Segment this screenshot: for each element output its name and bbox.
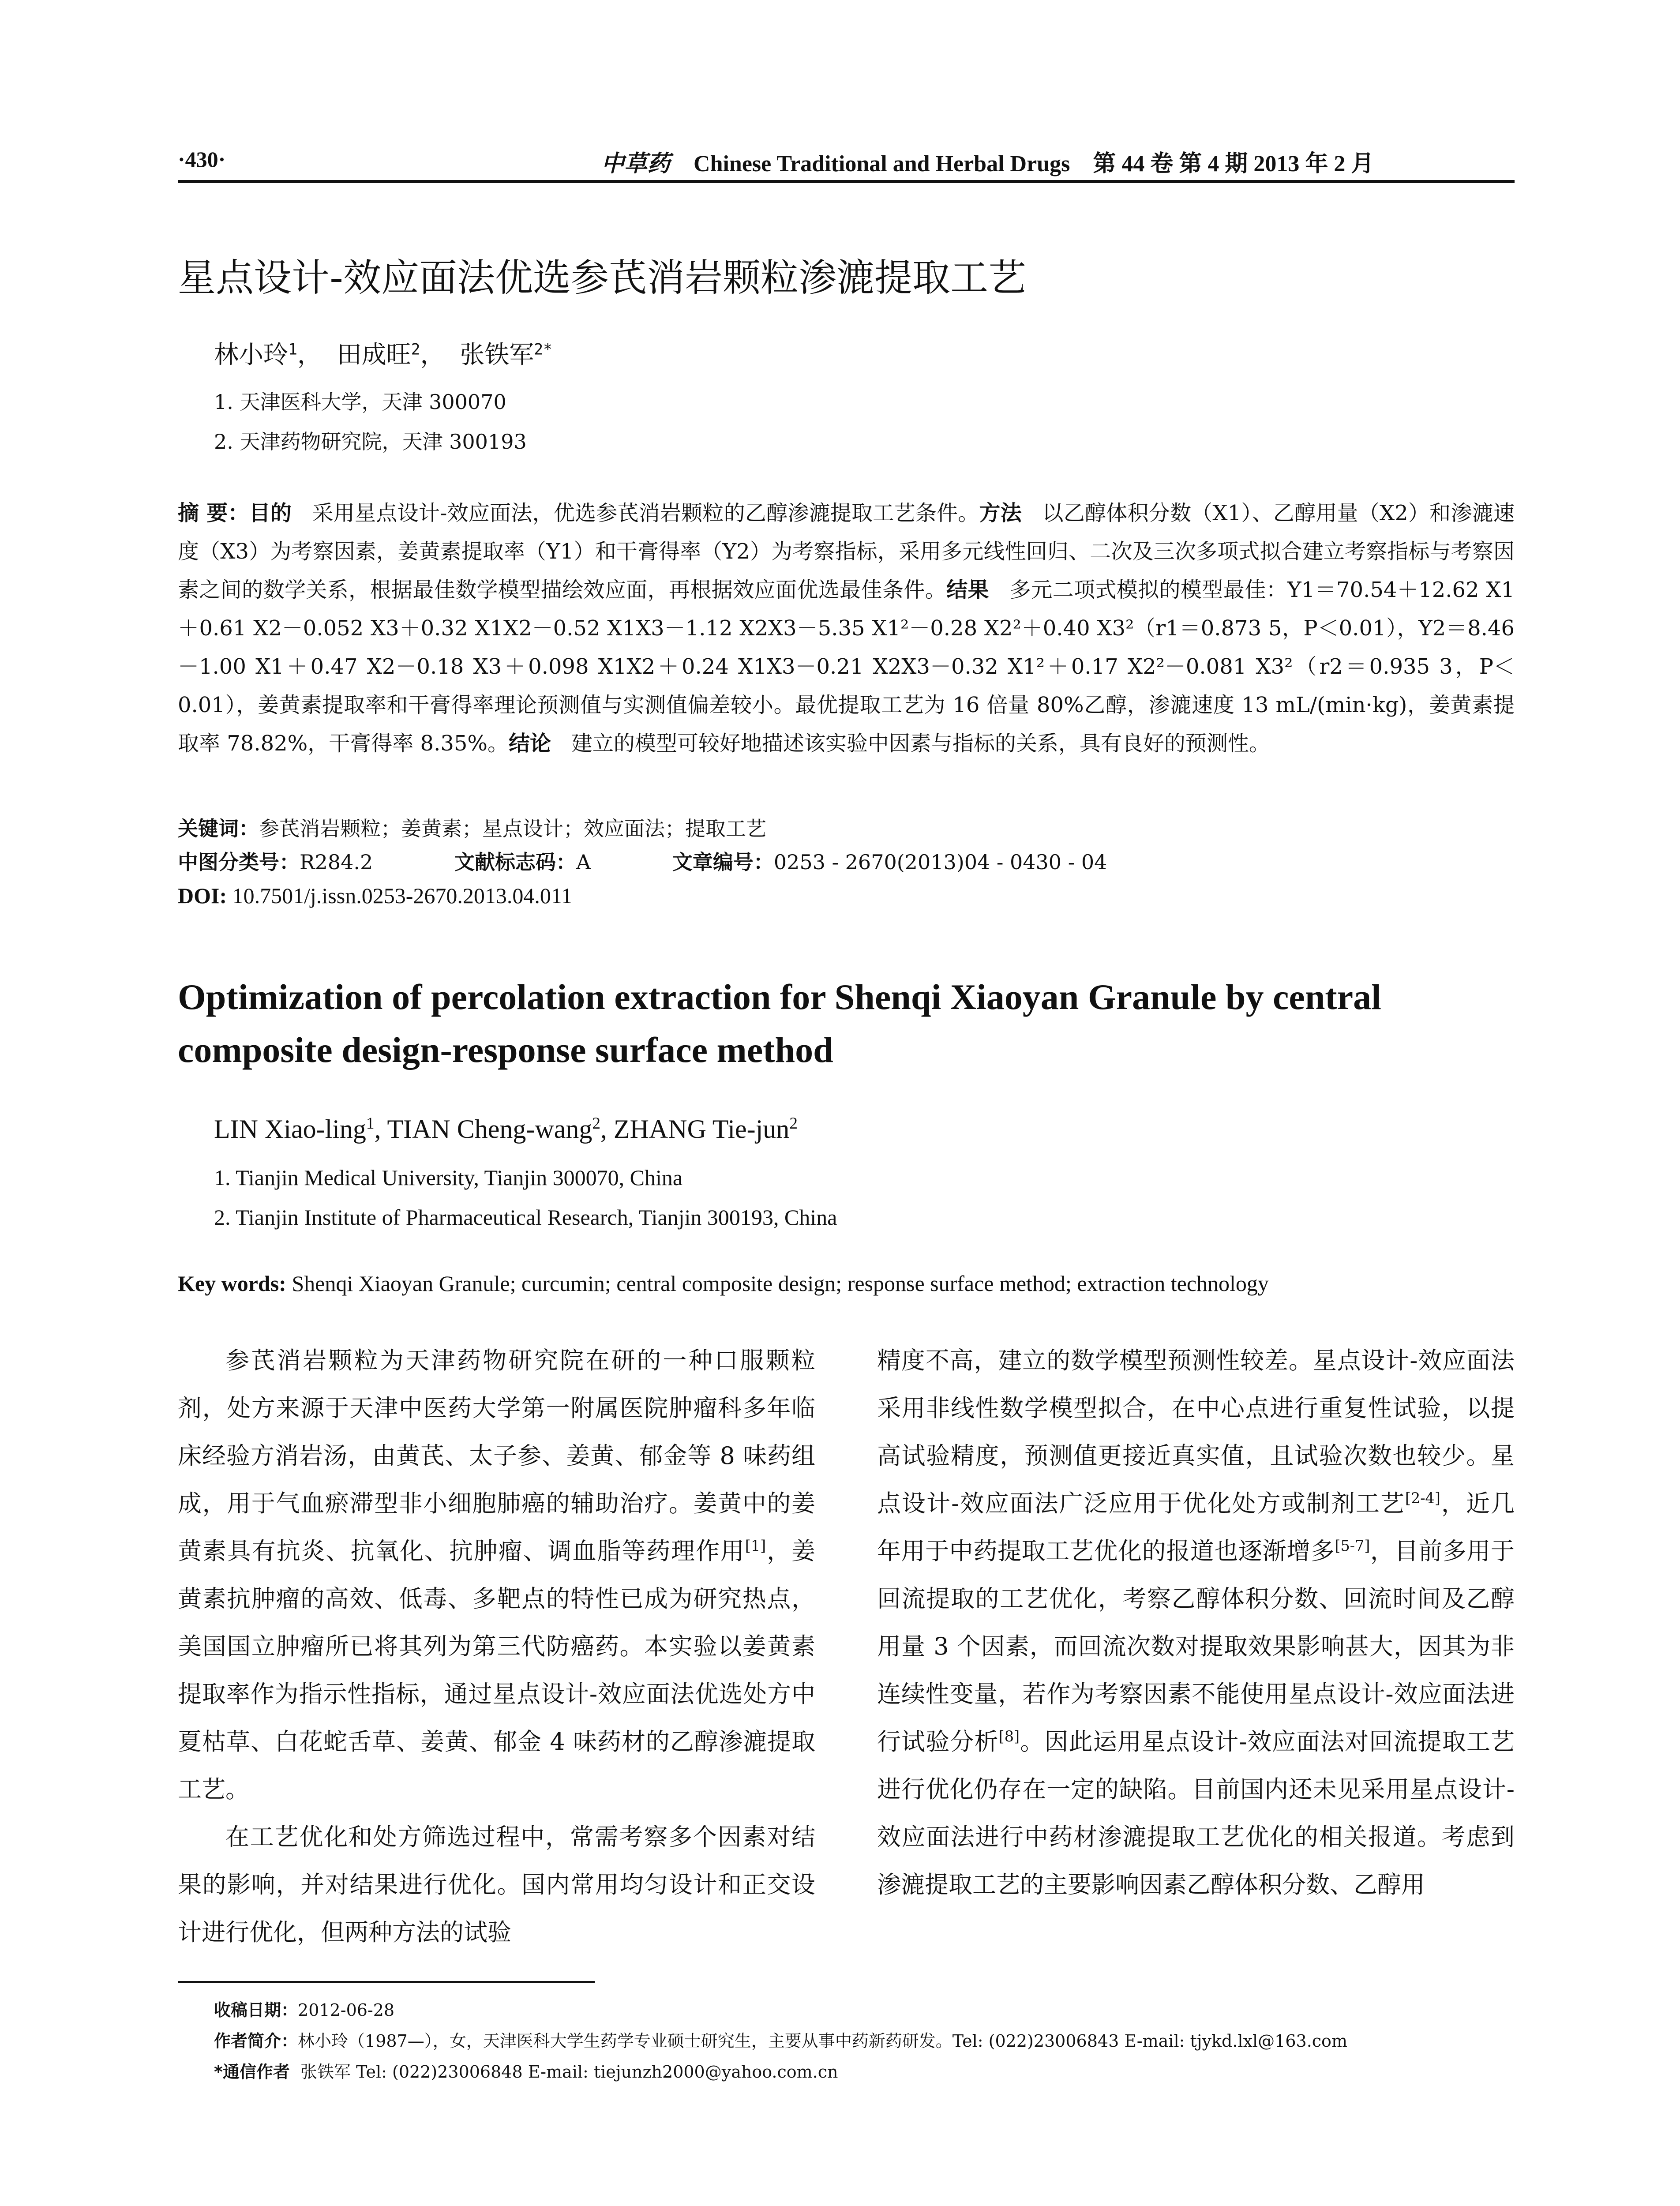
objective-label: 目的: [249, 501, 292, 525]
doi-value: 10.7501/j.issn.0253-2670.2013.04.011: [232, 883, 572, 908]
running-header: [178, 140, 1515, 183]
affiliation-cn-1: 1. 天津医科大学，天津 300070: [214, 390, 506, 414]
abstract-results: 多元二项式模拟的模型最佳：Y1＝70.54＋12.62 X1＋0.61 X2－0.052 X3＋0.32 X1X2－0.52 X1X3－1.12 X2X3－5.35 X1²－0.28 X2²＋0.40 X3²（r1＝0.873 5，P＜0.01），Y2＝8.46－1.00 X1＋0.47 X2－0.18 X3＋0.098 X1X2＋0.24 X1X3－0.21 X2X3－0.32 X1²＋0.17 X2²－0.081 X3²（r2＝0.935 3，P＜0.01），姜黄素提取率和干膏得率理论预测值与实测值偏差较小。最优提取工艺为 16 倍量 80%乙醇，渗漉速度 13 mL/(min·kg)，姜黄素提取率 78.82%，干膏得率 8.35%。: [178, 578, 1515, 756]
body-text: 参芪消岩颗粒为天津药物研究院在研的一种口服颗粒剂，处方来源于天津中医药大学第一附属医院肿瘤科多年临床经验方消岩汤，由黄芪、太子参、姜黄、郁金等 8 味药组成，用于气血瘀滞型非小细胞肺癌的辅助治疗。姜黄中的姜黄素具有抗炎、抗氧化、抗肿瘤、调血脂等药理作用: [178, 1347, 815, 1565]
page-number: ·430·: [178, 147, 226, 172]
keywords-en: [178, 1271, 1515, 1296]
body-text: ，近几年用于中药提取工艺优化的报道也逐渐增多: [877, 1489, 1515, 1565]
paper-title-cn: 星点设计-效应面法优选参芪消岩颗粒渗漉提取工艺: [178, 256, 1027, 300]
footnote-divider: [178, 1981, 595, 1983]
author-affiliation-mark: 1: [288, 341, 297, 359]
author-name: 张铁军: [460, 341, 534, 369]
footnote-label: 作者简介：: [214, 2031, 298, 2051]
author-name: ZHANG Tie-jun: [613, 1114, 790, 1144]
keywords-value: 参芪消岩颗粒；姜黄素；星点设计；效应面法；提取工艺: [259, 817, 766, 840]
abstract-label: 摘 要：: [178, 501, 249, 525]
clc-value: R284.2: [300, 850, 373, 874]
results-label: 结果: [946, 578, 989, 602]
author-affiliation-mark: 2: [789, 1114, 798, 1133]
author-list-cn: 林小玲$^1$， 田成旺$^2$， 张铁军$^{2*}$: [214, 341, 553, 369]
journal-name: [601, 145, 1374, 178]
body-text: ，目前多用于回流提取的工艺优化，考察乙醇体积分数、回流时间及乙醇用量 3 个因素，而回流次数对提取效果影响甚大，因其为非连续性变量，若作为考察因素不能使用星点设计-效应面法进行试验分析: [877, 1537, 1515, 1756]
conclusion-label: 结论: [509, 731, 551, 756]
abstract-conclusion: 建立的模型可较好地描述该实验中因素与指标的关系，具有良好的预测性。: [571, 731, 1270, 756]
doccode-value: A: [576, 850, 591, 874]
body-column-left: [178, 1337, 815, 1956]
body-column-right: [877, 1337, 1515, 1909]
journal-issue: 第 44 卷 第 4 期 2013 年 2 月: [1093, 151, 1374, 176]
footnote-text: 张铁军 Tel: (022)23006848 E-mail: tiejunzh2000@yahoo.com.cn: [300, 2062, 838, 2082]
author-name: 田成旺: [337, 341, 411, 369]
abstract-objective: 采用星点设计-效应面法，优选参芪消岩颗粒的乙醇渗漉提取工艺条件。: [312, 501, 979, 525]
journal-name-cn: 中草药: [601, 150, 671, 177]
keywords-block: [178, 812, 1515, 912]
keywords-label: 关键词：: [178, 817, 259, 840]
affiliation-en-1: 1. Tianjin Medical University, Tianjin 300070, China: [214, 1165, 683, 1190]
body-text: 。因此运用星点设计-效应面法对回流提取工艺进行优化仍存在一定的缺陷。目前国内还未见采用星点设计-效应面法进行中药材渗漉提取工艺优化的相关报道。考虑到渗漉提取工艺的主要影响因素乙醇体积分数、乙醇用: [877, 1728, 1515, 1898]
clc-label: 中图分类号：: [178, 850, 300, 874]
article-number-label: 文章编号：: [672, 850, 774, 874]
author-list-en: LIN Xiao-ling$^1$, TIAN Cheng-wang$^2$, ZHANG Tie-jun$^2$: [214, 1114, 798, 1144]
citation: [2-4]: [1405, 1489, 1440, 1507]
article-number-value: 0253 - 2670(2013)04 - 0430 - 04: [773, 850, 1107, 874]
citation: [8]: [998, 1728, 1020, 1745]
abstract-methods: 以乙醇体积分数（X1）、乙醇用量（X2）和渗漉速度（X3）为考察因素，姜黄素提取率（Y1）和干膏得率（Y2）为考察指标，采用多元线性回归、二次及三次多项式拟合建立考察指标与考察因素之间的数学关系，根据最佳数学模型描绘效应面，再根据效应面优选最佳条件。: [178, 501, 1515, 602]
methods-label: 方法: [979, 501, 1022, 525]
affiliation-cn-2: 2. 天津药物研究院，天津 300193: [214, 430, 527, 454]
body-paragraph: [877, 1337, 1515, 1909]
keywords-en-value: Shenqi Xiaoyan Granule; curcumin; central composite design; response surface method; extraction technology: [292, 1271, 1269, 1296]
footnote-received: [214, 1996, 394, 2021]
author-affiliation-mark: 2*: [534, 341, 553, 359]
author-name: TIAN Cheng-wang: [387, 1114, 592, 1144]
body-text: ，姜黄素抗肿瘤的高效、低毒、多靶点的特性已成为研究热点，美国国立肿瘤所已将其列为第三代防癌药。本实验以姜黄素提取率作为指示性指标，通过星点设计-效应面法优选处方中夏枯草、白花蛇舌草、姜黄、郁金 4 味药材的乙醇渗漉提取工艺。: [178, 1537, 816, 1803]
affiliation-en-2: 2. Tianjin Institute of Pharmaceutical Research, Tianjin 300193, China: [214, 1205, 837, 1230]
author-affiliation-mark: 2: [411, 341, 420, 359]
doccode-label: 文献标志码：: [454, 850, 576, 874]
author-affiliation-mark: 2: [592, 1114, 600, 1133]
doi-label: DOI:: [178, 883, 227, 908]
author-name: LIN Xiao-ling: [214, 1114, 366, 1144]
paper-title-en: Optimization of percolation extraction for Shenqi Xiaoyan Granule by central composite design-response surface method: [178, 977, 1381, 1070]
citation: [1]: [745, 1537, 766, 1554]
journal-name-en: Chinese Traditional and Herbal Drugs: [694, 151, 1070, 176]
author-affiliation-mark: 1: [366, 1114, 375, 1133]
footnote-label: *通信作者: [214, 2062, 290, 2082]
body-paragraph: [178, 1337, 815, 1813]
citation: [5-7]: [1335, 1537, 1370, 1554]
body-paragraph: 在工艺优化和处方筛选过程中，常需考察多个因素对结果的影响，并对结果进行优化。国内常用均匀设计和正交设计进行优化，但两种方法的试验: [178, 1823, 815, 1946]
footnote-label: 收稿日期：: [214, 2000, 298, 2020]
abstract-cn: [178, 494, 1515, 763]
author-name: 林小玲: [214, 341, 288, 369]
footnote-correspondence: [214, 2058, 838, 2082]
body-text: 精度不高，建立的数学模型预测性较差。星点设计-效应面法采用非线性数学模型拟合，在中心点进行重复性试验，以提高试验精度，预测值更接近真实值，且试验次数也较少。星点设计-效应面法广泛应用于优化处方或制剂工艺: [877, 1347, 1515, 1517]
footnote-text: 2012-06-28: [298, 2000, 395, 2020]
footnote-bio: [214, 2027, 1347, 2052]
keywords-en-label: Key words:: [178, 1271, 286, 1296]
footnote-text: 林小玲（1987—），女，天津医科大学生药学专业硕士研究生，主要从事中药新药研发。Tel: (022)23006843 E-mail: tjykd.lxl@163.com: [298, 2031, 1347, 2051]
